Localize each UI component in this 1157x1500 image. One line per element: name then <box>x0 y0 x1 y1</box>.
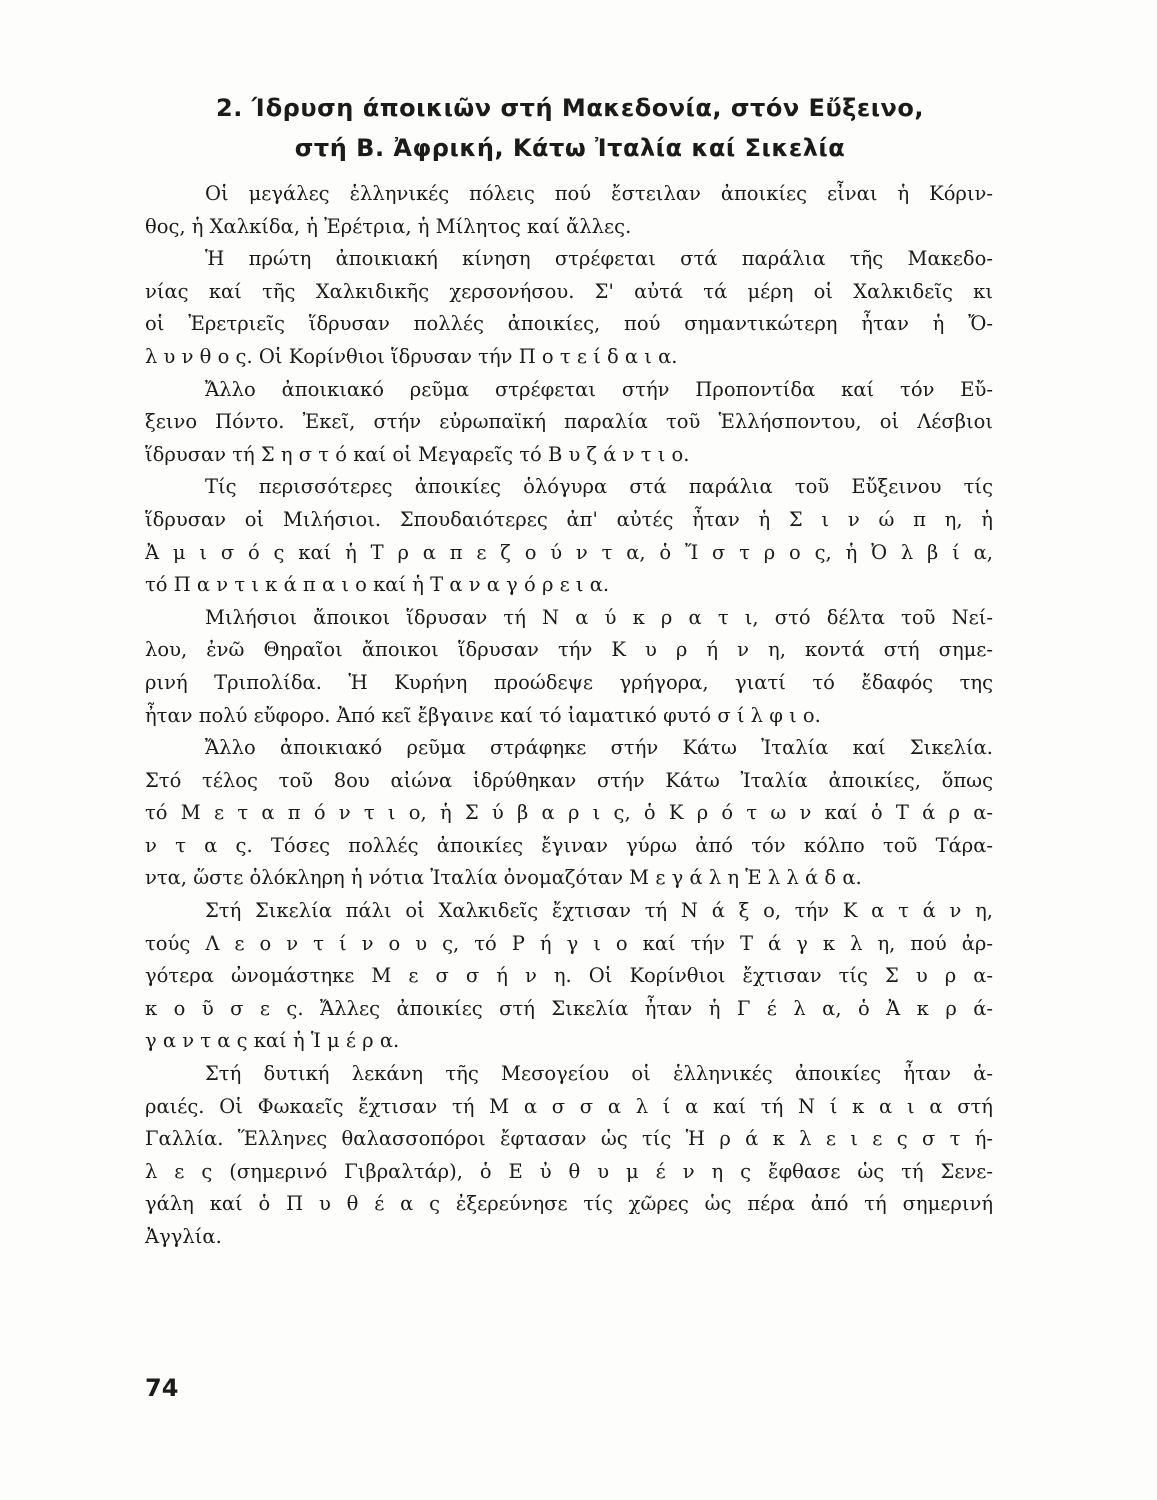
text-line: Στή δυτική λεκάνη τῆς Μεσογείου οἱ ἑλληνικές ἀποικίες ἦταν ἀ- <box>205 1062 993 1086</box>
text-line: ξεινο Πόντο. Ἐκεῖ, στήν εὐρωπαϊκή παραλία τοῦ Ἑλλήσποντου, οἱ Λέσβιοι <box>145 410 993 434</box>
text-line: νίας καί τῆς Χαλκιδικῆς χερσονήσου. Σ' αὐτά τά μέρη οἱ Χαλκιδεῖς κι <box>145 279 993 303</box>
text-line: Μιλήσιοι ἄποικοι ἵδρυσαν τή Ν α ύ κ ρ α τ ι, στό δέλτα τοῦ Νεί- <box>205 605 993 629</box>
text-line: ἵδρυσαν τή Σ η σ τ ό καί οἱ Μεγαρεῖς τό Β υ ζ ά ν τ ι ο. <box>145 442 690 466</box>
text-line: θος, ἡ Χαλκίδα, ἡ Ἐρέτρια, ἡ Μίλητος καί ἄλλες. <box>145 214 632 238</box>
text-line: ντα, ὥστε ὁλόκληρη ἡ νότια Ἰταλία ὀνομαζόταν Μ ε γ ά λ η Ἑ λ λ ά δ α. <box>145 866 862 890</box>
text-line: τό Μ ε τ α π ό ν τ ι ο, ἡ Σ ύ β α ρ ι ς, ὁ Κ ρ ό τ ω ν καί ὁ Τ ά ρ α- <box>145 801 993 825</box>
text-line: Ἀγγλία. <box>145 1225 222 1248</box>
text-line: ραιές. Οἱ Φωκαεῖς ἔχτισαν τή Μ α σ σ α λ ί α καί τή Ν ί κ α ι α στή <box>145 1094 993 1118</box>
heading-line-1: 2. Ίδρυση άποικιῶν στή Μακεδονία, στόν Εὔξεινο, <box>216 94 924 122</box>
text-line: Ἄλλο ἀποικιακό ρεῦμα στρέφεται στήν Προποντίδα καί τόν Εὔ- <box>205 377 993 401</box>
paragraph <box>145 471 993 601</box>
text-line: Ἀ μ ι σ ό ς καί ἡ Τ ρ α π ε ζ ο ύ ν τ α, ὁ Ἴ σ τ ρ ο ς, ἡ Ὀ λ β ί α, <box>145 540 993 564</box>
text-line: γότερα ὠνομάστηκε Μ ε σ σ ή ν η. Οἱ Κορίνθιοι ἔχτισαν τίς Σ υ ρ α- <box>145 964 993 988</box>
text-line: γάλη καί ὁ Π υ θ έ α ς ἐξερεύνησε τίς χῶρες ὡς πέρα ἀπό τή σημερινή <box>145 1192 993 1216</box>
page-number: 74 <box>145 1374 179 1402</box>
text-line: Στή Σικελία πάλι οἱ Χαλκιδεῖς ἔχτισαν τή Ν ά ξ ο, τήν Κ α τ ά ν η, <box>205 899 993 923</box>
heading-line-2: στή Β. Ἀφρική, Κάτω Ἰταλία καί Σικελία <box>294 134 846 162</box>
text-line: Οἱ μεγάλες ἑλληνικές πόλεις πού ἔστειλαν ἀποικίες εἶναι ἡ Κόριν- <box>205 182 993 205</box>
text-line: τούς Λ ε ο ν τ ί ν ο υ ς, τό Ρ ή γ ι ο καί τήν Τ ά γ κ λ η, πού ἀρ- <box>145 931 993 955</box>
text-line: τό Π α ν τ ι κ ά π α ι ο καί ἡ Τ α ν α γ ό ρ ε ι α. <box>145 573 610 597</box>
text-line: Ἡ πρώτη ἀποικιακή κίνηση στρέφεται στά παράλια τῆς Μακεδο- <box>205 247 993 271</box>
paragraph <box>145 243 993 373</box>
paragraph <box>145 732 993 895</box>
paragraph <box>145 178 993 243</box>
text-line: ρινή Τριπολίδα. Ἡ Κυρήνη προώδεψε γρήγορα, γιατί τό ἔδαφός της <box>145 670 993 694</box>
section-heading <box>150 88 990 168</box>
text-line: οἱ Ἐρετριεῖς ἵδρυσαν πολλές ἀποικίες, πού σημαντικώτερη ἦταν ἡ Ὄ- <box>145 312 993 336</box>
text-line: λ υ ν θ ο ς. Οἱ Κορίνθιοι ἵδρυσαν τήν Π ο τ ε ί δ α ι α. <box>145 344 678 368</box>
paragraph <box>145 602 993 732</box>
text-line: ἵδρυσαν οἱ Μιλήσιοι. Σπουδαιότερες ἀπ' αὐτές ἦταν ἡ Σ ι ν ώ π η, ἡ <box>145 507 993 531</box>
text-line: ἦταν πολύ εὔφορο. Ἀπό κεῖ ἔβγαινε καί τό ἰαματικό φυτό σ ί λ φ ι ο. <box>145 703 821 727</box>
text-line: γ α ν τ α ς καί ἡ Ἱ μ έ ρ α. <box>145 1029 400 1053</box>
paragraph <box>145 1058 993 1254</box>
text-line: λ ε ς (σημερινό Γιβραλτάρ), ὁ Ε ὐ θ υ μ έ ν η ς ἔφθασε ὡς τή Σενε- <box>145 1159 993 1183</box>
paragraph <box>145 895 993 1058</box>
text-line: Τίς περισσότερες ἀποικίες ὁλόγυρα στά παράλια τοῦ Εὔξεινου τίς <box>205 475 993 499</box>
body-text <box>145 178 993 1254</box>
text-line: Στό τέλος τοῦ 8ου αἰώνα ἱδρύθηκαν στήν Κάτω Ἰταλία ἀποικίες, ὅπως <box>145 768 993 792</box>
text-line: Γαλλία. Ἕλληνες θαλασσοπόροι ἔφτασαν ὡς τίς Ἡ ρ ά κ λ ε ι ε ς σ τ ή- <box>145 1127 993 1151</box>
text-line: Ἄλλο ἀποικιακό ρεῦμα στράφηκε στήν Κάτω Ἰταλία καί Σικελία. <box>205 736 993 760</box>
text-line: κ ο ῦ σ ε ς. Ἄλλες ἀποικίες στή Σικελία ἦταν ἡ Γ έ λ α, ὁ Ἀ κ ρ ά- <box>145 996 993 1020</box>
text-line: λου, ἐνῶ Θηραῖοι ἄποικοι ἵδρυσαν τήν Κ υ ρ ή ν η, κοντά στή σημε- <box>145 638 993 662</box>
text-line: ν τ α ς. Τόσες πολλές ἀποικίες ἔγιναν γύρω ἀπό τόν κόλπο τοῦ Τάρα- <box>145 833 993 857</box>
paragraph <box>145 374 993 472</box>
